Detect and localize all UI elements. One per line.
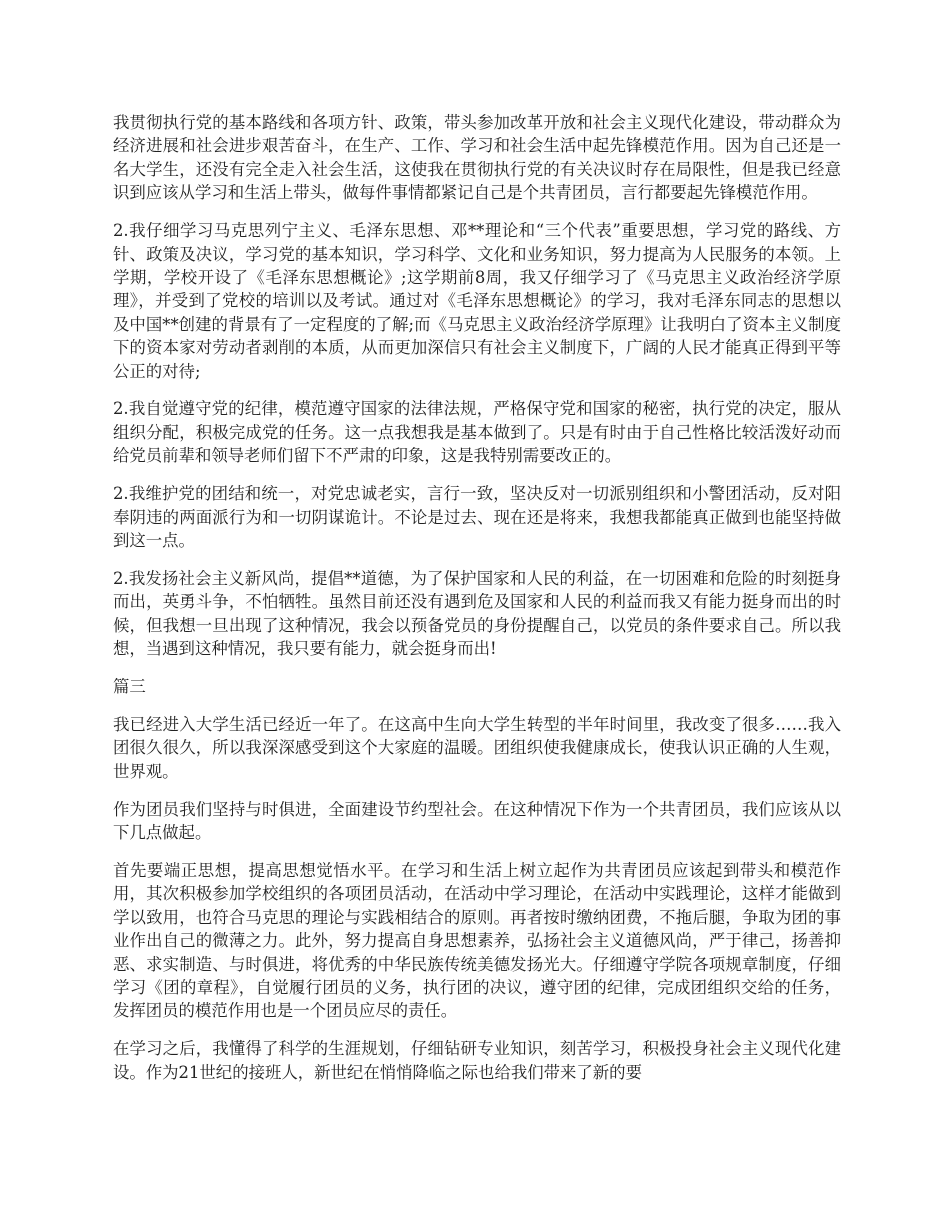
paragraph: 我已经进入大学生活已经近一年了。在这高中生向大学生转型的半年时间里，我改变了很多……我入团很久很久，所以我深深感受到这个大家庭的温暖。团组织使我健康成长，使我认识正确的人生观，世界观。: [113, 714, 841, 781]
paragraph: 首先要端正思想，提高思想觉悟水平。在学习和生活上树立起作为共青团员应该起到带头和模范作用，其次积极参加学校组织的各项团员活动，在活动中学习理论，在活动中实践理论，这样才能做到学以致用，也符合马克思的理论与实践相结合的原则。再者按时缴纳团费，不拖后腿，争取为团的事业作出自己的微薄之力。此外，努力提高自身思想素养，弘扬社会主义道德风尚，严于律己，扬善抑恶、求实制造、与时俱进，将优秀的中华民族传统美德发扬光大。仔细遵守学院各项规章制度，仔细学习《团的章程》，自觉履行团员的义务，执行团的决议，遵守团的纪律，完成团组织交给的任务，发挥团员的模范作用也是一个团员应尽的责任。: [113, 860, 841, 1021]
paragraph: 2.我维护党的团结和统一，对党忠诚老实，言行一致，坚决反对一切派别组织和小警团活动，反对阳奉阴违的两面派行为和一切阴谋诡计。不论是过去、现在还是将来，我想我都能真正做到也能坚持做到这一点。: [113, 484, 841, 550]
paragraph: 2.我仔细学习马克思列宁主义、毛泽东思想、邓**理论和“三个代表”重要思想，学习党的路线、方针、政策及决议，学习党的基本知识，学习科学、文化和业务知识，努力提高为人民服务的本领。上学期，学校开设了《毛泽东思想概论》;这学期前8周，我又仔细学习了《马克思主义政治经济学原理》，并受到了党校的培训以及考试。通过对《毛泽东思想概论》的学习，我对毛泽东同志的思想以及中国**创建的背景有了一定程度的了解;而《马克思主义政治经济学原理》让我明白了资本主义制度下的资本家对劳动者剥削的本质，从而更加深信只有社会主义制度下，广阔的人民才能真正得到平等公正的对待;: [113, 221, 841, 381]
paragraph: 作为团员我们坚持与时俱进，全面建设节约型社会。在这种情况下作为一个共青团员，我们应该从以下几点做起。: [113, 799, 841, 843]
paragraph: 在学习之后，我懂得了科学的生涯规划，仔细钻研专业知识，刻苦学习，积极投身社会主义现代化建设。作为21世纪的接班人，新世纪在悄悄降临之际也给我们带来了新的要: [113, 1039, 841, 1082]
section-heading: 篇三: [113, 677, 146, 697]
paragraph: 2.我发扬社会主义新风尚，提倡**道德，为了保护国家和人民的利益，在一切困难和危险的时刻挺身而出，英勇斗争，不怕牺牲。虽然目前还没有遇到危及国家和人民的利益而我又有能力挺身而出的时候，但我想一旦出现了这种情况，我会以预备党员的身份提醒自己，以党员的条件要求自己。所以我想，当遇到这种情况，我只要有能力，就会挺身而出!: [113, 568, 841, 659]
paragraph: 2.我自觉遵守党的纪律，模范遵守国家的法律法规，严格保守党和国家的秘密，执行党的决定，服从组织分配，积极完成党的任务。这一点我想我是基本做到了。只是有时由于自己性格比较活泼好动而给党员前辈和领导老师们留下不严肃的印象，这是我特别需要改正的。: [113, 399, 841, 466]
document-body: [113, 111, 841, 1099]
paragraph: 我贯彻执行党的基本路线和各项方针、政策，带头参加改革开放和社会主义现代化建设，带动群众为经济进展和社会进步艰苦奋斗，在生产、工作、学习和社会生活中起先锋模范作用。因为自己还是一名大学生，还没有完全走入社会生活，这使我在贯彻执行党的有关决议时存在局限性，但是我已经意识到应该从学习和生活上带头，做每件事情都紧记自己是个共青团员，言行都要起先锋模范作用。: [113, 113, 841, 203]
